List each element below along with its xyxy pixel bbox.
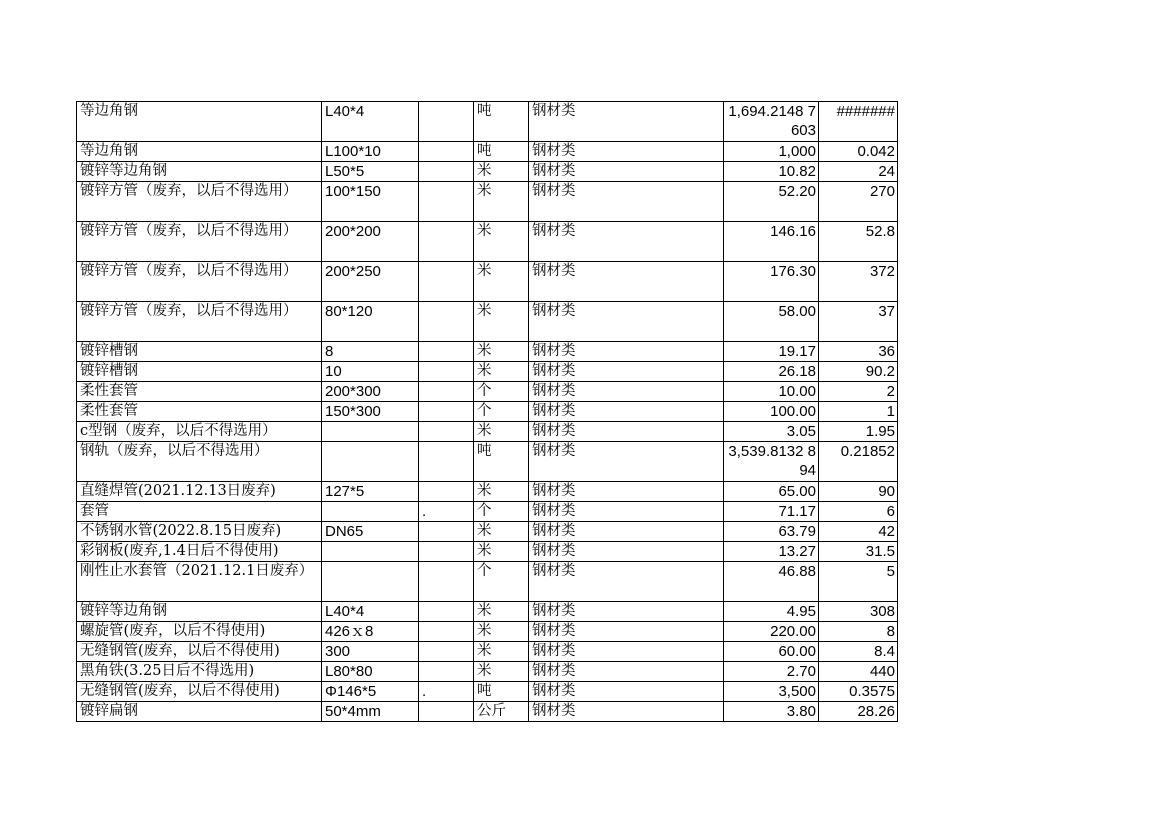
table-row [77, 702, 898, 722]
cell-blank[interactable] [419, 222, 474, 262]
cell-name[interactable]: 镀锌槽钢 [77, 342, 322, 362]
cell-blank[interactable] [419, 422, 474, 442]
cell-category[interactable]: 钢材类 [529, 482, 724, 502]
cell-name[interactable]: 镀锌等边角钢 [77, 162, 322, 182]
material-table [76, 101, 898, 722]
cell-price[interactable]: 52.20 [724, 182, 819, 222]
table-row [77, 662, 898, 682]
cell-quantity[interactable]: 0.3575 [819, 682, 898, 702]
cell-unit[interactable]: 公斤 [474, 702, 529, 722]
cell-quantity[interactable]: 24 [819, 162, 898, 182]
cell-quantity[interactable]: 1 [819, 402, 898, 422]
cell-unit[interactable]: 米 [474, 362, 529, 382]
cell-blank[interactable] [419, 402, 474, 422]
cell-quantity[interactable]: 6 [819, 502, 898, 522]
cell-spec[interactable] [322, 562, 419, 602]
cell-quantity[interactable]: 31.5 [819, 542, 898, 562]
cell-quantity[interactable]: 28.26 [819, 702, 898, 722]
cell-name[interactable]: 无缝钢管(废弃，以后不得使用) [77, 682, 322, 702]
cell-price[interactable]: 176.30 [724, 262, 819, 302]
cell-unit[interactable]: 米 [474, 602, 529, 622]
cell-price[interactable]: 60.00 [724, 642, 819, 662]
cell-name[interactable]: 镀锌方管（废弃，以后不得选用） [77, 182, 322, 222]
cell-category[interactable]: 钢材类 [529, 502, 724, 522]
cell-spec[interactable]: 10 [322, 362, 419, 382]
cell-spec[interactable]: 426ｘ8 [322, 622, 419, 642]
cell-name[interactable]: 镀锌方管（废弃，以后不得选用） [77, 262, 322, 302]
cell-name[interactable]: c型钢（废弃，以后不得选用） [77, 422, 322, 442]
cell-category[interactable]: 钢材类 [529, 102, 724, 142]
cell-name[interactable]: 直缝焊管(2021.12.13日废弃) [77, 482, 322, 502]
cell-spec[interactable]: 50*4mm [322, 702, 419, 722]
cell-category[interactable]: 钢材类 [529, 382, 724, 402]
cell-unit[interactable]: 个 [474, 502, 529, 522]
cell-spec[interactable] [322, 542, 419, 562]
table-row [77, 142, 898, 162]
table-row [77, 422, 898, 442]
cell-quantity[interactable]: ####### [819, 102, 898, 142]
cell-category[interactable]: 钢材类 [529, 182, 724, 222]
cell-category[interactable]: 钢材类 [529, 642, 724, 662]
cell-quantity[interactable]: 8.4 [819, 642, 898, 662]
cell-spec[interactable]: 100*150 [322, 182, 419, 222]
cell-category[interactable]: 钢材类 [529, 602, 724, 622]
cell-price[interactable]: 26.18 [724, 362, 819, 382]
cell-category[interactable]: 钢材类 [529, 402, 724, 422]
cell-category[interactable]: 钢材类 [529, 362, 724, 382]
cell-quantity[interactable]: 52.8 [819, 222, 898, 262]
cell-blank[interactable] [419, 622, 474, 642]
cell-name[interactable]: 镀锌方管（废弃，以后不得选用） [77, 302, 322, 342]
cell-blank[interactable]: . [419, 502, 474, 522]
cell-price[interactable]: 46.88 [724, 562, 819, 602]
cell-price[interactable]: 71.17 [724, 502, 819, 522]
cell-price[interactable]: 3.80 [724, 702, 819, 722]
cell-blank[interactable] [419, 482, 474, 502]
cell-blank[interactable] [419, 262, 474, 302]
cell-quantity[interactable]: 1.95 [819, 422, 898, 442]
cell-unit[interactable]: 米 [474, 422, 529, 442]
cell-name[interactable]: 套管 [77, 502, 322, 522]
cell-price[interactable]: 3.05 [724, 422, 819, 442]
cell-name[interactable]: 刚性止水套管（2021.12.1日废弃） [77, 562, 322, 602]
cell-blank[interactable] [419, 102, 474, 142]
cell-unit[interactable]: 吨 [474, 682, 529, 702]
table-row [77, 342, 898, 362]
cell-unit[interactable]: 个 [474, 382, 529, 402]
cell-quantity[interactable]: 308 [819, 602, 898, 622]
cell-quantity[interactable]: 90.2 [819, 362, 898, 382]
cell-name[interactable]: 镀锌方管（废弃，以后不得选用） [77, 222, 322, 262]
cell-unit[interactable]: 米 [474, 182, 529, 222]
cell-unit[interactable]: 吨 [474, 102, 529, 142]
cell-unit[interactable]: 米 [474, 262, 529, 302]
cell-spec[interactable]: 8 [322, 342, 419, 362]
cell-price[interactable]: 19.17 [724, 342, 819, 362]
cell-name[interactable]: 钢轨（废弃，以后不得选用） [77, 442, 322, 482]
table-row [77, 102, 898, 142]
cell-name[interactable]: 等边角钢 [77, 102, 322, 142]
cell-blank[interactable] [419, 302, 474, 342]
cell-category[interactable]: 钢材类 [529, 162, 724, 182]
cell-spec[interactable]: L80*80 [322, 662, 419, 682]
cell-category[interactable]: 钢材类 [529, 222, 724, 262]
cell-unit[interactable]: 米 [474, 542, 529, 562]
table-row [77, 522, 898, 542]
cell-quantity[interactable]: 2 [819, 382, 898, 402]
cell-price[interactable]: 4.95 [724, 602, 819, 622]
cell-blank[interactable] [419, 702, 474, 722]
cell-price[interactable]: 1,694.2148 7603 [724, 102, 819, 142]
cell-spec[interactable]: L40*4 [322, 102, 419, 142]
cell-blank[interactable] [419, 522, 474, 542]
cell-category[interactable]: 钢材类 [529, 262, 724, 302]
cell-quantity[interactable]: 37 [819, 302, 898, 342]
cell-unit[interactable]: 米 [474, 482, 529, 502]
cell-quantity[interactable]: 90 [819, 482, 898, 502]
cell-unit[interactable]: 米 [474, 642, 529, 662]
cell-blank[interactable] [419, 142, 474, 162]
cell-unit[interactable]: 米 [474, 622, 529, 642]
cell-price[interactable]: 63.79 [724, 522, 819, 542]
table-row [77, 362, 898, 382]
cell-name[interactable]: 等边角钢 [77, 142, 322, 162]
cell-blank[interactable] [419, 562, 474, 602]
table-row [77, 442, 898, 482]
cell-blank[interactable] [419, 602, 474, 622]
cell-category[interactable]: 钢材类 [529, 702, 724, 722]
cell-category[interactable]: 钢材类 [529, 422, 724, 442]
table-body [77, 102, 898, 722]
table-row [77, 182, 898, 222]
cell-spec[interactable] [322, 502, 419, 522]
cell-unit[interactable]: 个 [474, 402, 529, 422]
cell-spec[interactable]: L40*4 [322, 602, 419, 622]
cell-name[interactable]: 无缝钢管(废弃，以后不得使用) [77, 642, 322, 662]
cell-name[interactable]: 螺旋管(废弃，以后不得使用) [77, 622, 322, 642]
cell-name[interactable]: 镀锌扁钢 [77, 702, 322, 722]
table-row [77, 262, 898, 302]
table-row [77, 302, 898, 342]
cell-name[interactable]: 镀锌等边角钢 [77, 602, 322, 622]
cell-blank[interactable] [419, 662, 474, 682]
cell-category[interactable]: 钢材类 [529, 302, 724, 342]
cell-category[interactable]: 钢材类 [529, 562, 724, 602]
cell-unit[interactable]: 米 [474, 222, 529, 262]
cell-price[interactable]: 100.00 [724, 402, 819, 422]
cell-price[interactable]: 3,500 [724, 682, 819, 702]
cell-spec[interactable]: L100*10 [322, 142, 419, 162]
cell-unit[interactable]: 吨 [474, 142, 529, 162]
cell-spec[interactable]: Φ146*5 [322, 682, 419, 702]
cell-unit[interactable]: 米 [474, 522, 529, 542]
table-row [77, 482, 898, 502]
cell-blank[interactable] [419, 382, 474, 402]
cell-blank[interactable] [419, 342, 474, 362]
cell-quantity[interactable]: 0.042 [819, 142, 898, 162]
cell-price[interactable]: 2.70 [724, 662, 819, 682]
cell-spec[interactable]: 200*200 [322, 222, 419, 262]
cell-quantity[interactable]: 42 [819, 522, 898, 542]
cell-name[interactable]: 彩钢板(废弃,1.4日后不得使用) [77, 542, 322, 562]
table-row [77, 222, 898, 262]
cell-spec[interactable]: DN65 [322, 522, 419, 542]
cell-blank[interactable] [419, 642, 474, 662]
cell-spec[interactable]: 150*300 [322, 402, 419, 422]
cell-quantity[interactable]: 440 [819, 662, 898, 682]
cell-unit[interactable]: 米 [474, 162, 529, 182]
table-row [77, 382, 898, 402]
cell-blank[interactable] [419, 362, 474, 382]
cell-unit[interactable]: 吨 [474, 442, 529, 482]
cell-unit[interactable]: 个 [474, 562, 529, 602]
cell-spec[interactable]: 300 [322, 642, 419, 662]
table-row [77, 642, 898, 662]
cell-unit[interactable]: 米 [474, 342, 529, 362]
cell-spec[interactable]: 80*120 [322, 302, 419, 342]
cell-price[interactable]: 58.00 [724, 302, 819, 342]
cell-price[interactable]: 13.27 [724, 542, 819, 562]
table-row [77, 402, 898, 422]
cell-blank[interactable]: . [419, 682, 474, 702]
cell-price[interactable]: 220.00 [724, 622, 819, 642]
cell-spec[interactable]: 200*300 [322, 382, 419, 402]
cell-unit[interactable]: 米 [474, 662, 529, 682]
table-row [77, 162, 898, 182]
cell-blank[interactable] [419, 442, 474, 482]
cell-spec[interactable]: 127*5 [322, 482, 419, 502]
cell-unit[interactable]: 米 [474, 302, 529, 342]
cell-category[interactable]: 钢材类 [529, 142, 724, 162]
cell-blank[interactable] [419, 182, 474, 222]
cell-price[interactable]: 146.16 [724, 222, 819, 262]
cell-price[interactable]: 10.82 [724, 162, 819, 182]
cell-quantity[interactable]: 372 [819, 262, 898, 302]
table-row [77, 622, 898, 642]
cell-quantity[interactable]: 8 [819, 622, 898, 642]
cell-price[interactable]: 1,000 [724, 142, 819, 162]
cell-spec[interactable]: 200*250 [322, 262, 419, 302]
cell-price[interactable]: 3,539.8132 894 [724, 442, 819, 482]
cell-quantity[interactable]: 270 [819, 182, 898, 222]
cell-blank[interactable] [419, 542, 474, 562]
cell-blank[interactable] [419, 162, 474, 182]
cell-name[interactable]: 镀锌槽钢 [77, 362, 322, 382]
cell-name[interactable]: 黑角铁(3.25日后不得选用) [77, 662, 322, 682]
cell-quantity[interactable]: 5 [819, 562, 898, 602]
cell-price[interactable]: 65.00 [724, 482, 819, 502]
cell-category[interactable]: 钢材类 [529, 682, 724, 702]
cell-spec[interactable]: L50*5 [322, 162, 419, 182]
cell-name[interactable]: 柔性套管 [77, 402, 322, 422]
cell-name[interactable]: 不锈钢水管(2022.8.15日废弃) [77, 522, 322, 542]
cell-category[interactable]: 钢材类 [529, 542, 724, 562]
cell-price[interactable]: 10.00 [724, 382, 819, 402]
cell-name[interactable]: 柔性套管 [77, 382, 322, 402]
cell-category[interactable]: 钢材类 [529, 662, 724, 682]
cell-quantity[interactable]: 0.21852 [819, 442, 898, 482]
table-row [77, 682, 898, 702]
cell-category[interactable]: 钢材类 [529, 522, 724, 542]
table-row [77, 602, 898, 622]
cell-category[interactable]: 钢材类 [529, 622, 724, 642]
cell-spec[interactable] [322, 442, 419, 482]
table-row [77, 562, 898, 602]
cell-quantity[interactable]: 36 [819, 342, 898, 362]
cell-category[interactable]: 钢材类 [529, 342, 724, 362]
cell-spec[interactable] [322, 422, 419, 442]
cell-category[interactable]: 钢材类 [529, 442, 724, 482]
table-row [77, 502, 898, 522]
table-row [77, 542, 898, 562]
